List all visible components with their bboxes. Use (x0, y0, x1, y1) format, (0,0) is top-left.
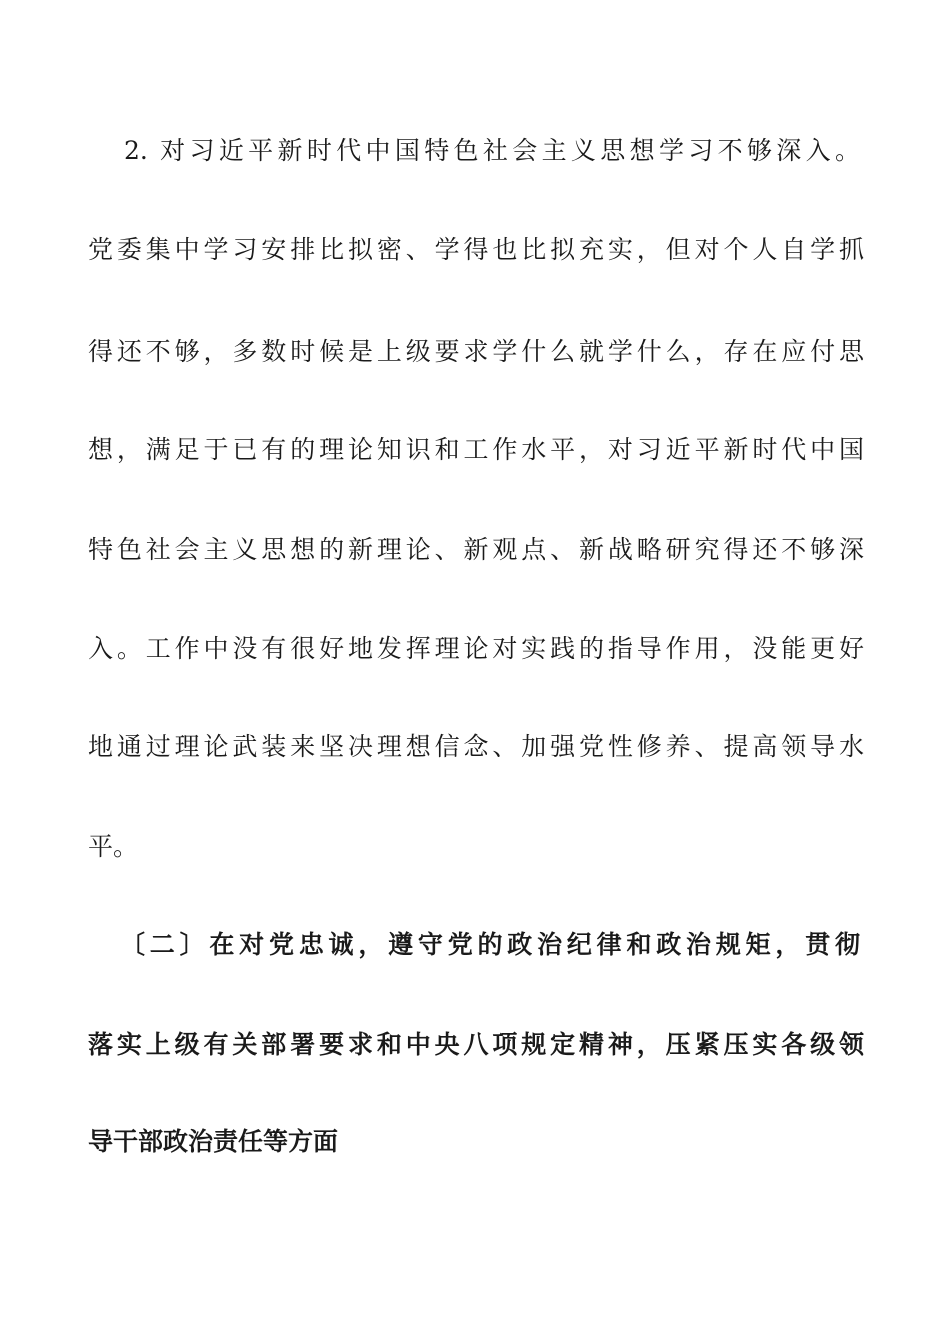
paragraph-line: 得还不够，多数时候是上级要求学什么就学什么，存在应付思 (88, 337, 864, 366)
paragraph-first-line: 2. 对习近平新时代中国特色社会主义思想学习不够深入。 (124, 136, 860, 165)
section-heading-line: 落实上级有关部署要求和中央八项规定精神，压紧压实各级领 (88, 1030, 864, 1059)
paragraph-line: 党委集中学习安排比拟密、学得也比拟充实，但对个人自学抓 (88, 235, 864, 264)
section-heading-last-line: 导干部政治责任等方面 (88, 1127, 339, 1156)
section-heading-first-line: 〔二〕在对党忠诚，遵守党的政治纪律和政治规矩，贯彻 (120, 930, 860, 959)
paragraph-line: 地通过理论武装来坚决理想信念、加强党性修养、提高领导水 (88, 732, 864, 761)
paragraph-line: 想，满足于已有的理论知识和工作水平，对习近平新时代中国 (88, 435, 864, 464)
paragraph-line: 入。工作中没有很好地发挥理论对实践的指导作用，没能更好 (88, 634, 864, 663)
paragraph-line: 特色社会主义思想的新理论、新观点、新战略研究得还不够深 (88, 535, 864, 564)
paragraph-last-line: 平。 (88, 832, 139, 861)
